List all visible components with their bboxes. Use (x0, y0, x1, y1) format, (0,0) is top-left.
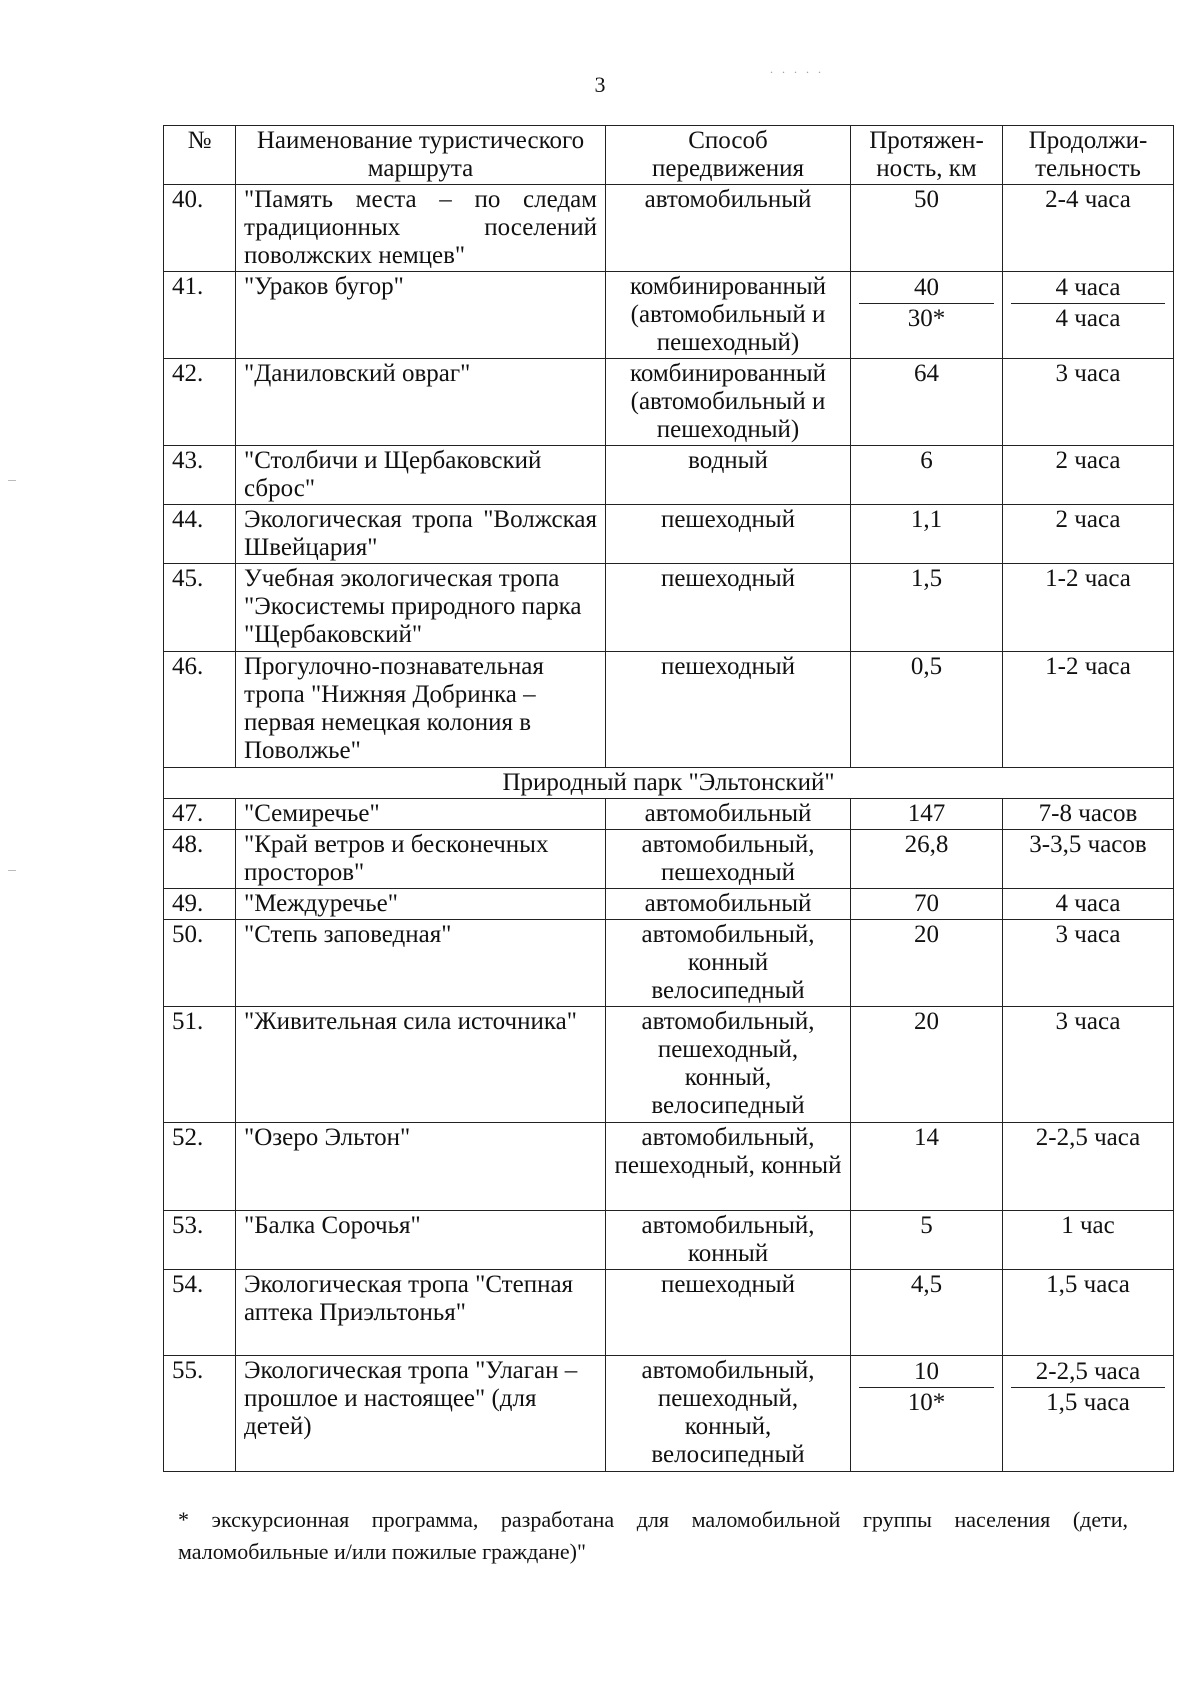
table-row (164, 799, 1174, 830)
route-duration: 3-3,5 часов (1003, 830, 1174, 889)
route-name: "Озеро Эльтон" (236, 1123, 606, 1211)
transport-mode: пешеходный (606, 1270, 851, 1356)
row-number: 52. (164, 1123, 236, 1211)
route-length: 147 (851, 799, 1003, 830)
row-number: 45. (164, 564, 236, 652)
scan-specks: . . . . . (770, 62, 824, 76)
route-length: 0,5 (851, 652, 1003, 768)
table-row (164, 830, 1174, 889)
row-number: 55. (164, 1356, 236, 1472)
route-duration: 2 часа (1003, 446, 1174, 505)
table-row (164, 446, 1174, 505)
route-duration-alt: 4 часа (1055, 305, 1121, 332)
table-row (164, 185, 1174, 272)
section-row (164, 768, 1174, 799)
transport-mode: автомобильный, пешеходный, конный, велосипедный (606, 1007, 851, 1123)
route-name: Экологическая тропа "Волжская Швейцария" (236, 505, 606, 564)
row-number: 47. (164, 799, 236, 830)
row-number: 49. (164, 889, 236, 920)
route-length: 4,5 (851, 1270, 1003, 1356)
table-row (164, 1007, 1174, 1123)
route-duration: 1 час (1003, 1211, 1174, 1270)
route-length: 5 (851, 1211, 1003, 1270)
route-length-alt: 30* (907, 305, 946, 332)
route-duration: 1-2 часа (1003, 652, 1174, 768)
table-row (164, 1123, 1174, 1211)
table-row (164, 1356, 1174, 1472)
route-name: "Память места – по следам традиционных поселений поволжских немцев" (236, 185, 606, 272)
header-duration: Продолжи-тельность (1003, 126, 1174, 185)
row-number: 48. (164, 830, 236, 889)
transport-mode: водный (606, 446, 851, 505)
route-name: "Даниловский овраг" (236, 359, 606, 446)
route-name: "Ураков бугор" (236, 272, 606, 359)
route-duration: 2-2,5 часа (1011, 1357, 1165, 1388)
transport-mode: комбинированный (автомобильный и пешеходный) (606, 359, 851, 446)
route-name: "Семиречье" (236, 799, 606, 830)
route-length-cell (851, 272, 1003, 359)
header-name: Наименование туристического маршрута (236, 126, 606, 185)
route-duration: 3 часа (1003, 1007, 1174, 1123)
table-row (164, 272, 1174, 359)
scan-margin-mark (8, 480, 16, 481)
transport-mode: пешеходный (606, 652, 851, 768)
route-duration: 1,5 часа (1003, 1270, 1174, 1356)
route-name: Экологическая тропа "Степная аптека Приэльтонья" (236, 1270, 606, 1356)
route-length: 1,1 (851, 505, 1003, 564)
route-length: 50 (851, 185, 1003, 272)
table-header-row (164, 126, 1174, 185)
row-number: 41. (164, 272, 236, 359)
route-length: 20 (851, 920, 1003, 1007)
route-duration: 7-8 часов (1003, 799, 1174, 830)
route-length: 14 (851, 1123, 1003, 1211)
route-name: Учебная экологическая тропа "Экосистемы природного парка "Щербаковский" (236, 564, 606, 652)
route-duration-cell (1003, 272, 1174, 359)
route-duration: 2-4 часа (1003, 185, 1174, 272)
row-number: 43. (164, 446, 236, 505)
route-duration: 3 часа (1003, 920, 1174, 1007)
route-name: "Живительная сила источника" (236, 1007, 606, 1123)
route-duration-cell (1003, 1356, 1174, 1472)
table-row (164, 652, 1174, 768)
route-name: "Степь заповедная" (236, 920, 606, 1007)
route-name: "Междуречье" (236, 889, 606, 920)
route-name: "Край ветров и бесконечных просторов" (236, 830, 606, 889)
route-name: Экологическая тропа "Улаган – прошлое и настоящее" (для детей) (236, 1356, 606, 1472)
scan-margin-mark (8, 870, 16, 871)
row-number: 53. (164, 1211, 236, 1270)
transport-mode: автомобильный, конный (606, 1211, 851, 1270)
page-number: 3 (594, 72, 606, 97)
transport-mode: автомобильный (606, 889, 851, 920)
transport-mode: пешеходный (606, 505, 851, 564)
transport-mode: автомобильный (606, 185, 851, 272)
table-row (164, 1211, 1174, 1270)
route-length: 6 (851, 446, 1003, 505)
route-name: "Столбичи и Щербаковский сброс" (236, 446, 606, 505)
routes-table (163, 125, 1174, 1472)
transport-mode: пешеходный (606, 564, 851, 652)
route-length: 26,8 (851, 830, 1003, 889)
route-length: 20 (851, 1007, 1003, 1123)
transport-mode: автомобильный, пешеходный, конный, велосипедный (606, 1356, 851, 1472)
table-row (164, 505, 1174, 564)
table-row (164, 359, 1174, 446)
section-title: Природный парк "Эльтонский" (164, 768, 1174, 799)
table-row (164, 889, 1174, 920)
route-length-cell (851, 1356, 1003, 1472)
route-name: "Балка Сорочья" (236, 1211, 606, 1270)
row-number: 50. (164, 920, 236, 1007)
route-duration: 2-2,5 часа (1003, 1123, 1174, 1211)
footnote: * экскурсионная программа, разработана для маломобильной группы населения (дети, маломобильные и/или пожилые граждане)" (178, 1507, 1128, 1564)
route-duration: 1-2 часа (1003, 564, 1174, 652)
route-length: 1,5 (851, 564, 1003, 652)
table-row (164, 564, 1174, 652)
route-name: Прогулочно-познавательная тропа "Нижняя Добринка – первая немецкая колония в Поволжье" (236, 652, 606, 768)
header-mode: Способ передвижения (606, 126, 851, 185)
row-number: 54. (164, 1270, 236, 1356)
route-duration: 3 часа (1003, 359, 1174, 446)
row-number: 44. (164, 505, 236, 564)
route-duration: 2 часа (1003, 505, 1174, 564)
header-length: Протяжен-ность, км (851, 126, 1003, 185)
route-length: 70 (851, 889, 1003, 920)
row-number: 42. (164, 359, 236, 446)
row-number: 40. (164, 185, 236, 272)
route-length: 64 (851, 359, 1003, 446)
table-row (164, 1270, 1174, 1356)
row-number: 46. (164, 652, 236, 768)
route-length-alt: 10* (907, 1389, 946, 1416)
transport-mode: автомобильный (606, 799, 851, 830)
route-length: 40 (859, 273, 994, 304)
transport-mode: автомобильный, пешеходный (606, 830, 851, 889)
transport-mode: автомобильный, пешеходный, конный (606, 1123, 851, 1211)
transport-mode: комбинированный (автомобильный и пешеходный) (606, 272, 851, 359)
route-duration: 4 часа (1011, 273, 1165, 304)
route-length: 10 (859, 1357, 994, 1388)
transport-mode: автомобильный, конный велосипедный (606, 920, 851, 1007)
route-duration-alt: 1,5 часа (1046, 1389, 1130, 1416)
table-row (164, 920, 1174, 1007)
row-number: 51. (164, 1007, 236, 1123)
header-num: № (164, 126, 236, 185)
route-duration: 4 часа (1003, 889, 1174, 920)
